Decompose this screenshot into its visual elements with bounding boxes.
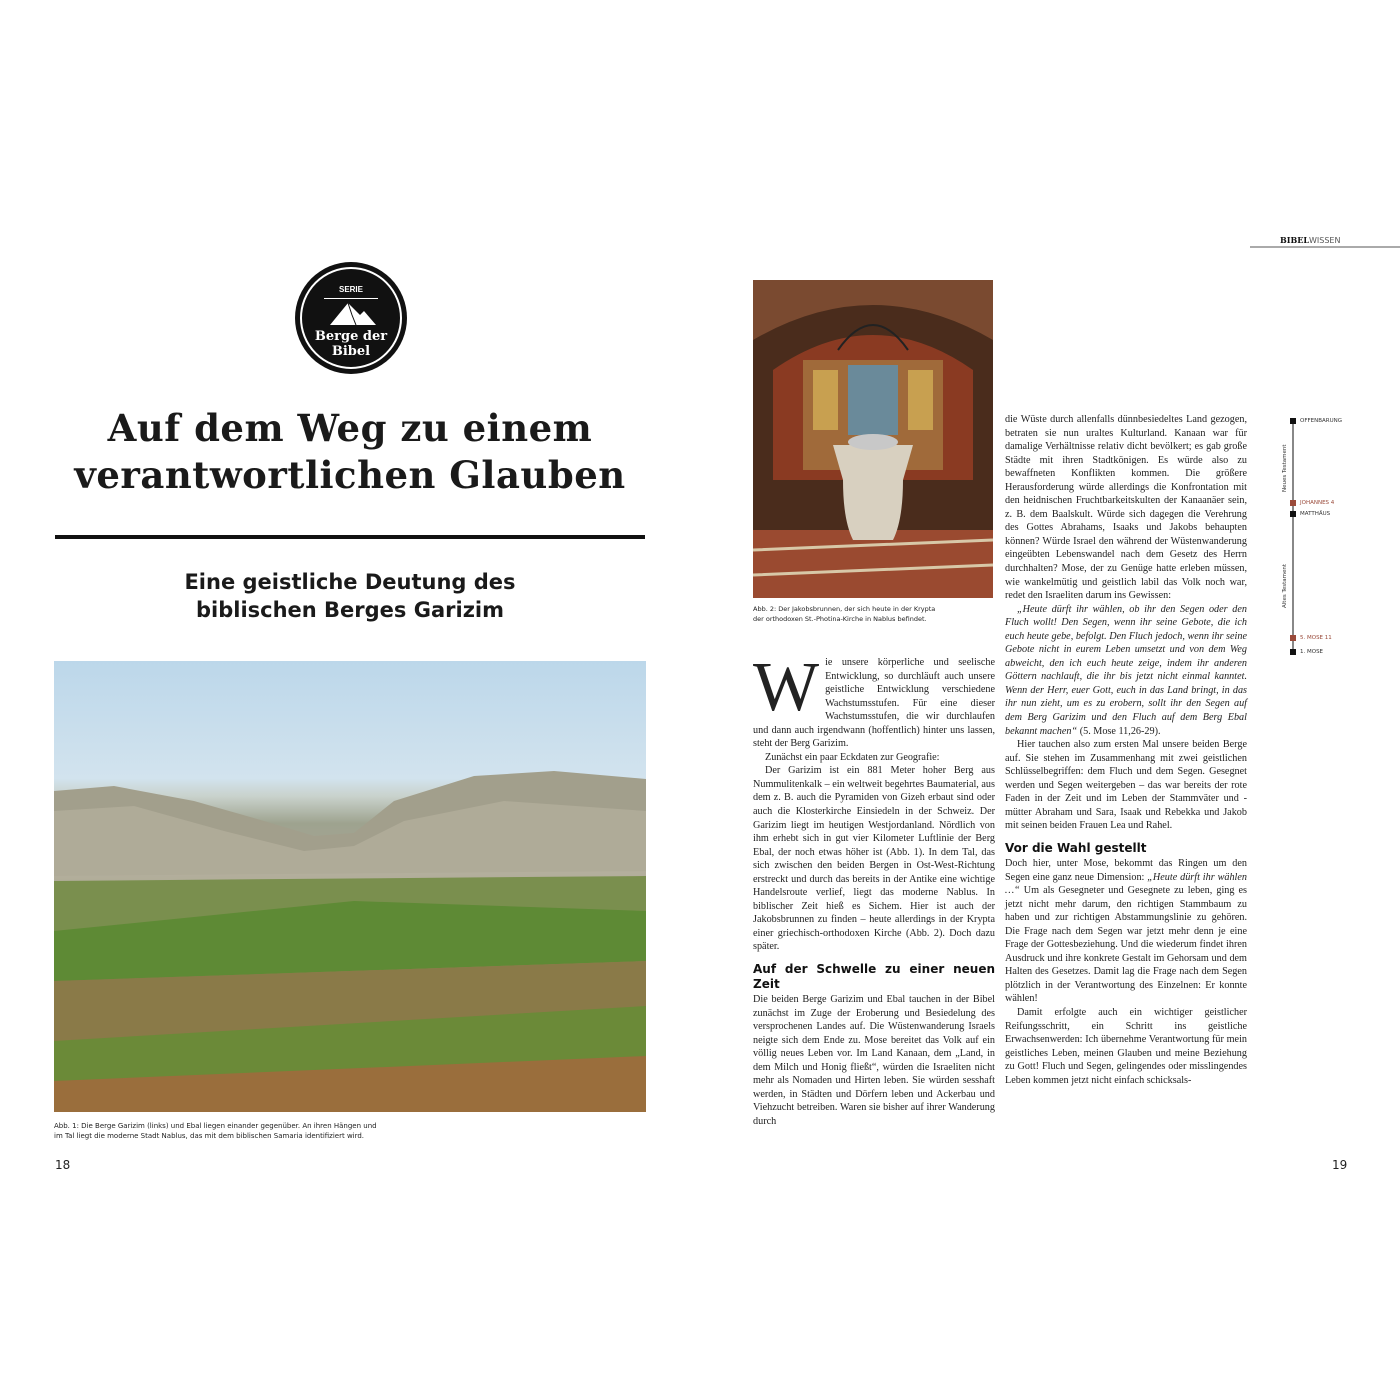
subtitle-line: Eine geistliche Deutung des <box>184 570 516 594</box>
timeline-label: 5. MOSE 11 <box>1300 635 1332 641</box>
text-column-1 <box>753 649 995 1129</box>
caption-line: im Tal liegt die moderne Stadt Nablus, das mit dem biblischen Samaria identifiziert wird. <box>54 1132 365 1140</box>
header-bold: BIBEL <box>1280 235 1309 245</box>
badge-series-label: SERIE <box>338 285 363 294</box>
text-run: Doch hier, unter Mose, bekommt das Ringen um den Segen eine ganz neue Dimension: <box>1005 857 1247 883</box>
badge-name-line: Berge der <box>314 329 388 344</box>
caption-line: der orthodoxen St.-Photina-Kirche in Nablus befindet. <box>753 615 927 623</box>
header-rule <box>1250 246 1400 248</box>
header-rest: WISSEN <box>1309 236 1341 245</box>
caption-line: Abb. 2: Der Jakobsbrunnen, der sich heute in der Krypta <box>753 605 936 613</box>
paragraph: die Wüste durch allenfalls dünnbesiedeltes Land gezogen, betraten sie nun uraltes Kulturland. Kanaan war für damalige Verhältnisse relativ dicht bevölkert; es gab große Städte mit ihren Stadtkönigen. Es würde also zu bewaffneten Konflikten kommen. Die größere Herausforderung würde allerdings die Konfrontation mit den heidnischen Fruchtbarkeitskulten der Kanaanäer sein, z. B. dem Baalskult. Würde sich dagegen die Verehrung des Gottes Abrahams, Isaaks und Jakobs behaupten können? Würde Israel den während der Wüstenwanderung eingeübten Lebenswandel nach dem Gesetz des Herrn durchhalten? Mose, der zu Genüge hatte erleben müssen, wie wankelmütig und geistlich labil das Volk noch war, redet den Israeliten darum ins Gewissen: <box>1005 414 1247 602</box>
title-line: verantwortlichen Glauben <box>74 453 626 497</box>
badge-name-line: Bibel <box>331 344 371 359</box>
timeline-label: MATTHÄUS <box>1300 511 1331 517</box>
paragraph: Der Garizim ist ein 881 Meter hoher Berg aus Nummulitenkalk – ein weltweit begehrtes Baumaterial, aus dem z. B. auch die Pyramiden von Gizeh erbaut sind oder auch die Klosterkirche Einsiedeln in der Schweiz. Der Garizim liegt im heutigen Westjordanland. Nördlich von ihm erhebt sich in gut vier Kilometer Luftlinie der Berg Ebal, der noch etwas höher ist (Abb. 1). In dem Tal, das sich zwischen den beiden Bergen in Ost-West-Richtung erstreckt und durch das bereits in der Antike eine wichtige Handelsroute verlief, liegt das moderne Nablus. In biblischer Zeit hieß es Sichem. Hier ist auch der Jakobsbrunnen zu finden – heute allerdings in der Krypta einer griechisch-orthodoxen Kirche (Abb. 2). Doch dazu später. <box>753 765 995 953</box>
article-subtitle <box>55 568 645 624</box>
paragraph: Hier tauchen also zum ersten Mal unsere beiden Berge auf. Sie stehen im Zusammenhang mit zwei geistlichen Schlüsselbegriffen: dem Fluch und dem Segen. Gesegnet werden und Segen weitergeben – das war bereits der rote Faden in der Zeit und im Leben der Stammväter und -mütter Abraham und Sara, Isaak und Rebekka und Jakob mit seinen beiden Frauen Lea und Rahel. <box>1005 739 1247 832</box>
bible-timeline <box>1292 421 1294 653</box>
timeline-section-label: Neues Testament <box>1282 444 1288 492</box>
text-run: Um als Gesegneter und Gesegnete zu leben, ging es jetzt nicht mehr darum, den richtigen Stammbaum zu haben und zur richtigen Abstammungslinie zu gehören. Die Frage nach dem Segen war jetzt mehr denn je eine Frage der Gottesbeziehung. Und die wiederum findet ihren Ausdruck und ihre konkrete Gestalt im Gehorsam und dem Halten des Gesetzes. Damit lag die Frage nach dem Segen plötzlich in der Verantwortung des Einzelnen: Er konnte wählen! <box>1005 885 1247 1005</box>
page-number-left: 18 <box>55 1158 71 1172</box>
badge-name <box>302 329 400 359</box>
title-divider <box>55 535 645 539</box>
jacobs-well-photo <box>753 280 993 598</box>
bible-quote <box>1005 603 1247 738</box>
quote-text: „Heute dürft ihr wählen …“ <box>1005 871 1247 897</box>
timeline-section-label: Altes Testament <box>1282 563 1288 608</box>
timeline-marker <box>1290 511 1296 517</box>
quote-reference: (5. Mose 11,26-29). <box>1077 725 1161 737</box>
photo2-caption <box>753 604 935 624</box>
paragraph: Die beiden Berge Garizim und Ebal tauchen in der Bibel zunächst im Zuge der Eroberung und Besiedelung des versprochenen Landes auf. Die Wüstenwanderung Israels neigte sich dem Ende zu. Mose bereitet das Volk auf ein völlig neues Leben vor. Im Land Kanaan, dem „Land, in dem Milch und Honig fließt“, würden die Israeliten nicht mehr als Nomaden und Hirten leben. Sie würden sesshaft werden, in Städten und Dörfern leben und Ackerbau und Viehzucht betreiben. Waren sie bisher auf ihrer Wanderung durch <box>753 994 995 1127</box>
paragraph: Damit erfolgte auch ein wichtiger geistlicher Reifungsschritt, ein Schritt ins geistliche Erwachsenwerden: Ich übernehme Verantwortung für mein geistliches Leben, meinen Glauben und meine Beziehung zu Gott! Fluch und Segen, gelingendes oder misslingendes Leben kommen jetzt nicht einfach schicksals- <box>1005 1006 1247 1086</box>
paragraph <box>1005 857 1247 1006</box>
title-line: Auf dem Weg zu einem <box>107 406 593 450</box>
timeline-label: JOHANNES 4 <box>1300 500 1335 506</box>
photo1-caption <box>54 1121 377 1141</box>
timeline-label: OFFENBARUNG <box>1300 418 1343 424</box>
timeline-marker-highlight <box>1290 500 1296 506</box>
section-heading: Auf der Schwelle zu einer neuen Zeit <box>753 962 995 992</box>
caption-line: Abb. 1: Die Berge Garizim (links) und Ebal liegen einander gegenüber. An ihren Hängen und <box>54 1122 377 1130</box>
series-badge <box>295 262 407 374</box>
paragraph: ie unsere körperliche und seelische Entwicklung, so durchläuft auch unsere geistliche Entwicklung verschiedene Wachstumsstufen. Für eine dieser Wachstumsstufen, die wir durchlaufen und dann auch irgendwann (hoffentlich) hinter uns lassen, steht der Berg Garizim. <box>753 657 995 750</box>
section-heading: Vor die Wahl gestellt <box>1005 840 1147 855</box>
timeline-label: 1. MOSE <box>1300 649 1324 655</box>
subtitle-line: biblischen Berges Garizim <box>195 598 505 622</box>
drop-cap: W <box>753 649 820 726</box>
timeline-marker <box>1290 649 1296 655</box>
page-number-right: 19 <box>1332 1158 1348 1172</box>
magazine-header <box>1280 235 1340 245</box>
mountain-icon <box>330 301 376 325</box>
text-column-2 <box>1005 413 1247 1087</box>
garizim-ebal-landscape-photo <box>54 661 646 1112</box>
badge-divider <box>324 298 378 299</box>
article-title <box>30 405 670 499</box>
timeline-marker <box>1290 418 1296 424</box>
quote-text: „Heute dürft ihr wählen, ob ihr den Segen oder den Fluch wollt! Den Segen, wenn ihr seine Gebote, die ich euch heute gebe, befolgt. Den Fluch jedoch, wenn ihr seine Gebote nicht in eurem Leben umsetzt und von dem Weg abweicht, den ich euch heute zeige, indem ihr anderen Göttern nachlauft, die ihr bis jetzt nicht einmal kanntet. Wenn der Herr, euer Gott, euch in das Land bringt, in das ihr nun zieht, um es zu erobern, sollt ihr den Segen auf dem Berg Garizim und den Fluch auf dem Berg Ebal bekannt machen“ <box>1005 603 1247 737</box>
timeline-marker-highlight <box>1290 635 1296 641</box>
paragraph: Zunächst ein paar Eckdaten zur Geografie: <box>765 751 940 763</box>
